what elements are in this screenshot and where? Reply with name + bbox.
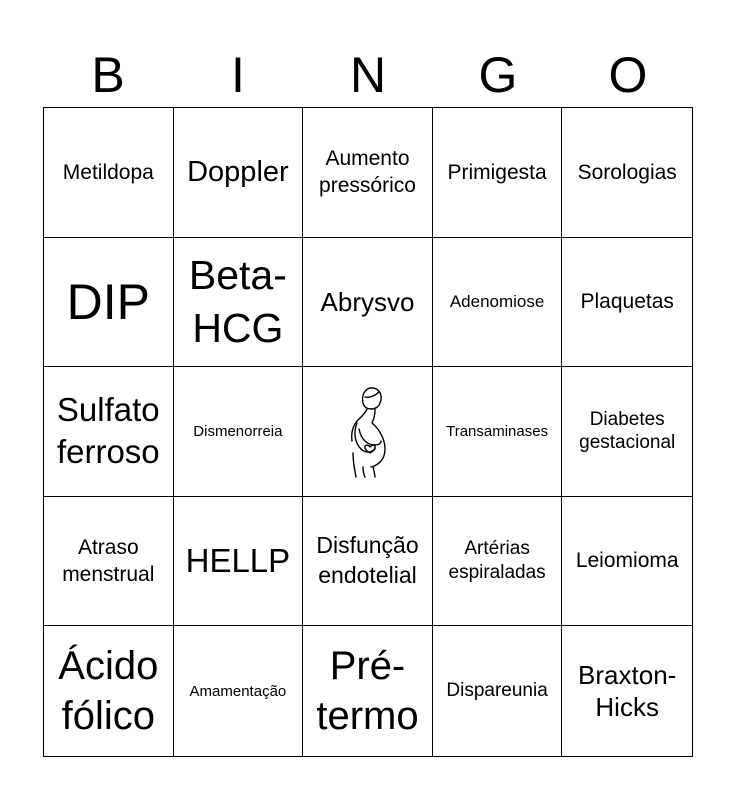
cell-label: HELLP [185,541,291,579]
cell-label: Dismenorreia [193,422,283,440]
cell-label: DIP [66,273,150,330]
bingo-cell-adenomiose[interactable] [433,238,563,368]
bingo-cell-leiomioma[interactable] [562,497,692,627]
bingo-cell-dispareunia[interactable] [433,626,563,756]
bingo-cell-dip[interactable] [44,238,174,368]
bingo-cell-arterias-espiraladas[interactable] [433,497,563,627]
bingo-cell-amamentacao[interactable] [174,626,304,756]
cell-label: Leiomioma [575,549,679,573]
free-space[interactable] [303,367,433,497]
cell-label: Pré-termo [316,644,419,739]
cell-label: Primigesta [447,160,547,184]
bingo-cell-diabetes-gestacional[interactable] [562,367,692,497]
cell-label: Aumento pressórico [319,147,416,198]
bingo-cell-braxton-hicks[interactable] [562,626,692,756]
header-letter-g: G [478,47,518,103]
pregnant-woman-icon [339,383,395,479]
bingo-cell-pre-termo[interactable] [303,626,433,756]
bingo-cell-beta-hcg[interactable] [174,238,304,368]
bingo-cell-sorologias[interactable] [562,108,692,238]
cell-label: Artérias espiraladas [448,538,546,584]
bingo-cell-abrysvo[interactable] [303,238,433,368]
bingo-cell-doppler[interactable] [174,108,304,238]
bingo-cell-plaquetas[interactable] [562,238,692,368]
header-letter-o: O [608,47,648,103]
bingo-cell-hellp[interactable] [174,497,304,627]
bingo-cell-acido-folico[interactable] [44,626,174,756]
header-letter-i: I [231,47,245,103]
bingo-cell-dismenorreia[interactable] [174,367,304,497]
bingo-cell-metildopa[interactable] [44,108,174,238]
header-letter-n: N [349,47,387,103]
bingo-cell-aumento-pressorico[interactable] [303,108,433,238]
cell-label: Ácido fólico [58,644,159,739]
cell-label: Sorologias [577,160,677,184]
cell-label: Doppler [187,156,289,189]
cell-label: Atraso menstrual [62,535,155,587]
cell-label: Transaminases [446,422,549,440]
cell-label: Adenomiose [449,292,545,312]
bingo-header [43,44,693,106]
cell-label: Amamentação [189,682,287,700]
bingo-cell-transaminases[interactable] [433,367,563,497]
cell-label: Braxton-Hicks [578,659,677,723]
cell-label: Plaquetas [580,290,674,314]
cell-label: Sulfato ferroso [56,390,160,471]
bingo-cell-sulfato-ferroso[interactable] [44,367,174,497]
bingo-card-grid [43,107,693,757]
bingo-cell-atraso-menstrual[interactable] [44,497,174,627]
cell-label: Disfunção endotelial [316,532,419,589]
header-letter-b: B [91,47,125,103]
cell-label: Abrysvo [320,286,415,317]
cell-label: Diabetes gestacional [579,408,676,454]
cell-label: Dispareunia [446,680,548,702]
cell-label: Beta-HCG [188,251,287,351]
bingo-cell-disfuncao-endotelial[interactable] [303,497,433,627]
cell-label: Metildopa [62,160,154,184]
bingo-cell-primigesta[interactable] [433,108,563,238]
